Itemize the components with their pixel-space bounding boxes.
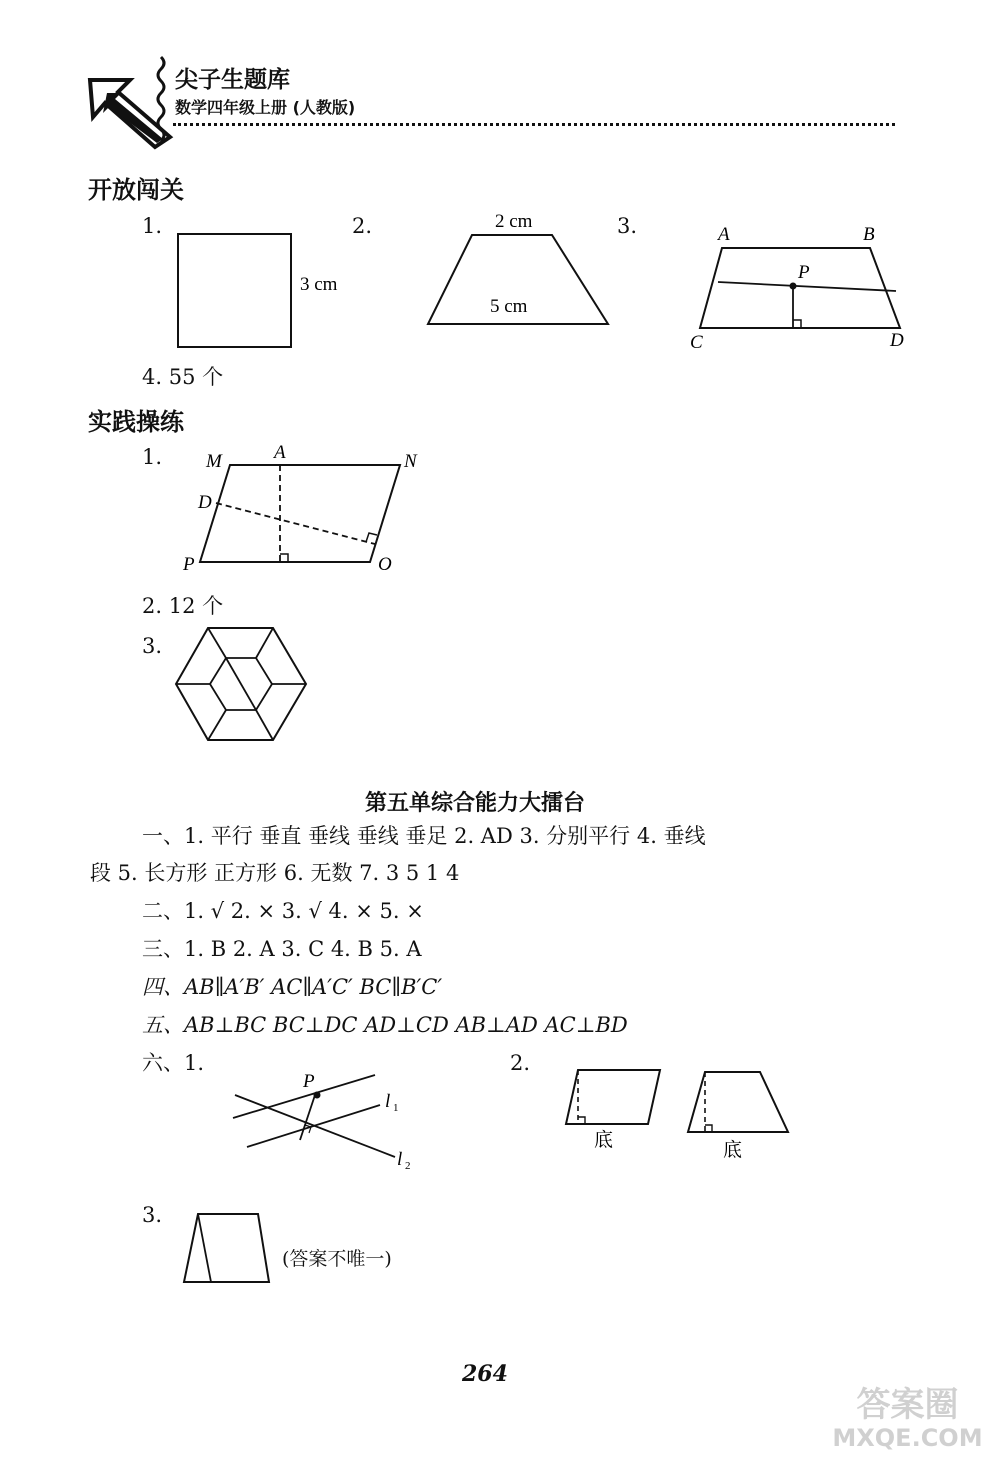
label-A2: A (274, 442, 286, 463)
unit5-q6-2-num: 2. (510, 1051, 531, 1075)
header-subtitle: 数学四年级上册 (人教版) (175, 98, 356, 117)
section-title-open: 开放闯关 (88, 176, 184, 204)
label-P3: P (303, 1071, 315, 1092)
label-D2: D (198, 492, 212, 513)
label-B: B (863, 224, 875, 245)
label-P: P (798, 262, 810, 283)
hexagon-figure (170, 622, 310, 747)
section-title-unit5: 第五单综合能力大擂台 (365, 791, 586, 816)
trapezoid-figure (420, 205, 620, 330)
label-l2: l (397, 1149, 403, 1170)
base-label-1: 底 (594, 1130, 614, 1151)
practice-q1-num: 1. (142, 445, 163, 469)
label-l2-sub: 2 (405, 1160, 411, 1172)
unit5-line4: 三、1. B 2. A 3. C 4. B 5. A (142, 937, 422, 961)
practice-q3-num: 3. (142, 634, 163, 658)
unit5-line5: 四、AB∥A′B′ AC∥A′C′ BC∥B′C′ (142, 975, 443, 999)
watermark-bottom: MXQE.COM (832, 1424, 983, 1452)
label-O: O (378, 554, 392, 575)
header (85, 55, 905, 145)
label-M: M (206, 451, 222, 472)
unit5-line1: 一、1. 平行 垂直 垂线 垂线 垂足 2. AD 3. 分别平行 4. 垂线 (142, 824, 706, 848)
open-q3-num: 3. (617, 214, 638, 238)
label-P2: P (183, 554, 195, 575)
practice-q2: 2. 12 个 (142, 594, 224, 618)
label-l1-sub: 1 (393, 1102, 399, 1114)
base-label-2: 底 (723, 1140, 743, 1161)
page-number: 264 (462, 1361, 508, 1387)
trapezoid-split-figure (178, 1208, 278, 1288)
open-q1-num: 1. (142, 214, 163, 238)
unit5-q6-3-num: 3. (142, 1203, 163, 1227)
header-title: 尖子生题库 (175, 67, 290, 93)
square-figure (170, 228, 360, 352)
trapezoid-bottom-label: 5 cm (490, 296, 528, 317)
open-q2-num: 2. (352, 214, 373, 238)
unit5-line2: 段 5. 长方形 正方形 6. 无数 7. 3 5 1 4 (90, 861, 460, 885)
wavy-divider-icon (153, 55, 169, 145)
watermark-top: 答案圈 (856, 1385, 959, 1425)
height-figures (560, 1062, 805, 1167)
label-C: C (690, 332, 703, 353)
parallelogram-figure (178, 440, 433, 580)
section-title-practice: 实践操练 (88, 408, 184, 436)
header-dotted-rule (173, 123, 895, 126)
parallel-lines-figure (225, 1065, 425, 1180)
open-q4: 4. 55 个 (142, 365, 224, 389)
unit5-q6-3-note: (答案不唯一) (282, 1248, 392, 1270)
trapezoid-top-label: 2 cm (495, 211, 533, 232)
watermark (820, 1385, 995, 1455)
square-side-label: 3 cm (300, 274, 338, 295)
label-D: D (890, 330, 904, 351)
unit5-line3: 二、1. √ 2. × 3. √ 4. × 5. × (142, 899, 424, 923)
label-N: N (404, 451, 417, 472)
unit5-line6: 五、AB⊥BC BC⊥DC AD⊥CD AB⊥AD AC⊥BD (142, 1013, 628, 1037)
perpendicular-trapezoid-figure (680, 218, 915, 358)
label-A: A (718, 224, 730, 245)
label-l1: l (385, 1091, 391, 1112)
unit5-q6-1-num: 六、1. (142, 1051, 205, 1075)
